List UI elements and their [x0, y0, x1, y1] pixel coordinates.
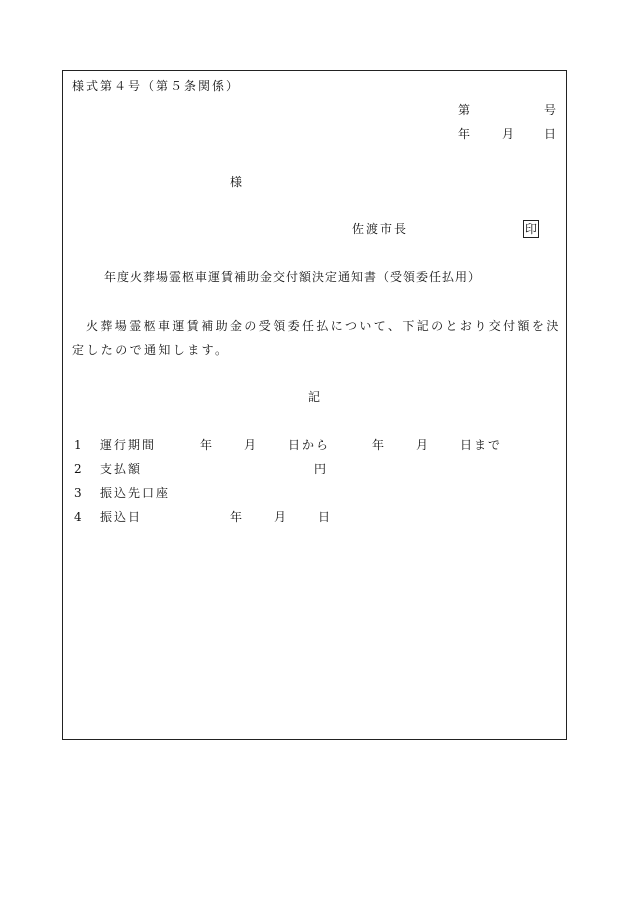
form-label: 様式第４号（第５条関係） — [72, 79, 241, 93]
item-1-label: 運行期間 — [100, 438, 157, 452]
item-4-year: 年 — [230, 510, 245, 524]
doc-number-prefix: 第 — [458, 103, 473, 117]
item-3-number: 3 — [74, 486, 84, 500]
item-4-label: 振込日 — [100, 510, 143, 524]
doc-number-suffix: 号 — [544, 103, 559, 117]
item-4-month: 月 — [274, 510, 289, 524]
form-border — [62, 70, 567, 740]
item-1-end-day: 日まで — [460, 438, 503, 452]
item-1-start-day: 日から — [288, 438, 331, 452]
seal-mark: 印 — [524, 222, 537, 236]
item-1-end-year: 年 — [372, 438, 387, 452]
body-line-1: 火葬場霊柩車運賃補助金の受領委任払について、下記のとおり交付額を決 — [86, 319, 561, 333]
issuer-name: 佐渡市長 — [352, 222, 409, 236]
date-month: 月 — [502, 127, 517, 141]
item-1-start-month: 月 — [244, 438, 259, 452]
item-2-unit: 円 — [314, 462, 329, 476]
item-1-end-month: 月 — [416, 438, 431, 452]
item-2-number: 2 — [74, 462, 84, 476]
item-1-start-year: 年 — [200, 438, 215, 452]
recipient-honorific: 様 — [230, 175, 245, 189]
document-title: 年度火葬場霊柩車運賃補助金交付額決定通知書（受領委任払用） — [104, 270, 482, 284]
item-4-day: 日 — [318, 510, 333, 524]
ki-heading: 記 — [308, 390, 323, 404]
item-3-label: 振込先口座 — [100, 486, 171, 500]
item-2-label: 支払額 — [100, 462, 143, 476]
item-4-number: 4 — [74, 510, 84, 524]
date-day: 日 — [544, 127, 559, 141]
date-year: 年 — [458, 127, 473, 141]
body-line-2: 定したので通知します。 — [72, 343, 230, 357]
item-1-number: 1 — [74, 438, 84, 452]
